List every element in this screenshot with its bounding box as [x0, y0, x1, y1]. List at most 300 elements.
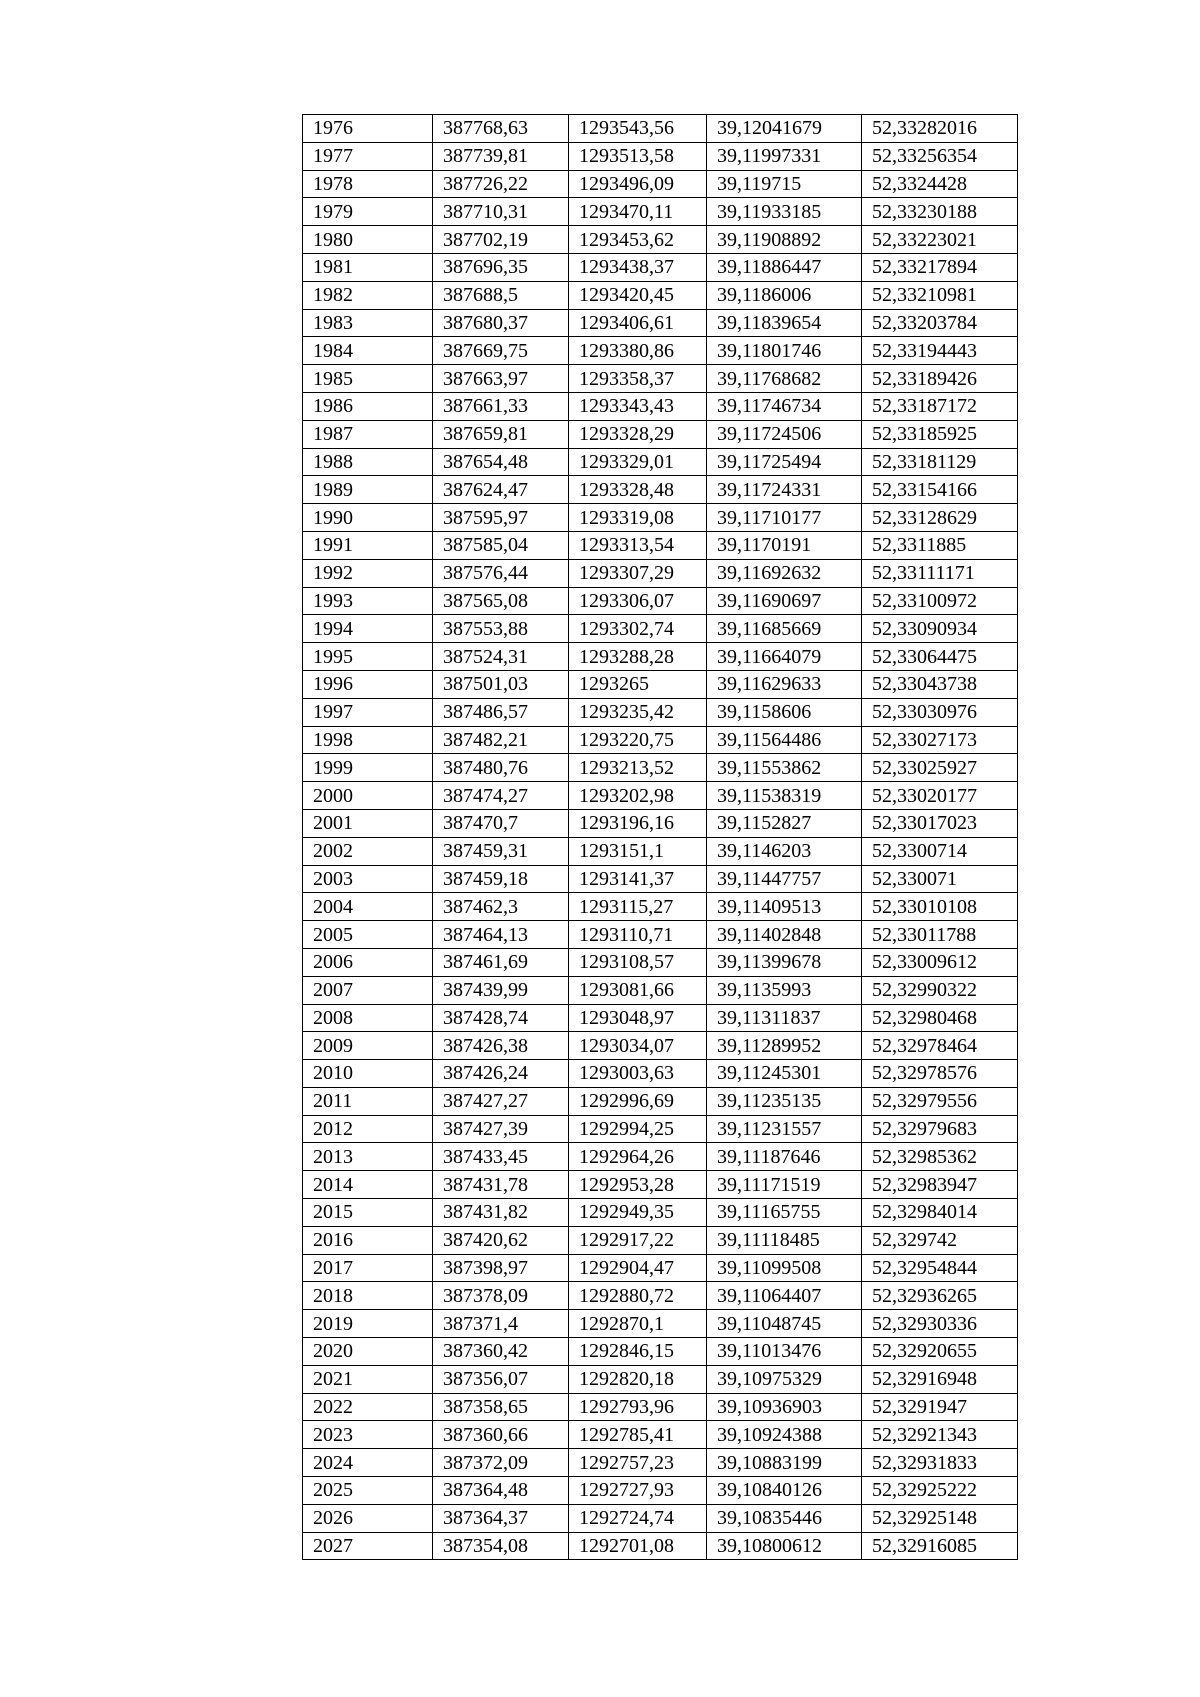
point-number-cell: 1982 [303, 281, 433, 309]
x-coordinate-cell: 387524,31 [433, 643, 569, 671]
table-row [303, 559, 1018, 587]
longitude-cell: 52,32990322 [862, 976, 1018, 1004]
y-coordinate-cell: 1292793,96 [569, 1393, 707, 1421]
x-coordinate-cell: 387501,03 [433, 670, 569, 698]
table-row [303, 587, 1018, 615]
y-coordinate-cell: 1293329,01 [569, 448, 707, 476]
y-coordinate-cell: 1293470,11 [569, 198, 707, 226]
longitude-cell: 52,32916085 [862, 1532, 1018, 1560]
x-coordinate-cell: 387726,22 [433, 170, 569, 198]
table-row [303, 253, 1018, 281]
longitude-cell: 52,32979683 [862, 1115, 1018, 1143]
x-coordinate-cell: 387428,74 [433, 1004, 569, 1032]
table-row [303, 142, 1018, 170]
point-number-cell: 2012 [303, 1115, 433, 1143]
point-number-cell: 1994 [303, 615, 433, 643]
point-number-cell: 2004 [303, 893, 433, 921]
point-number-cell: 2014 [303, 1171, 433, 1199]
longitude-cell: 52,32921343 [862, 1421, 1018, 1449]
latitude-cell: 39,11801746 [707, 337, 862, 365]
longitude-cell: 52,32984014 [862, 1199, 1018, 1227]
y-coordinate-cell: 1293196,16 [569, 809, 707, 837]
latitude-cell: 39,11997331 [707, 142, 862, 170]
table-row [303, 1504, 1018, 1532]
y-coordinate-cell: 1292785,41 [569, 1421, 707, 1449]
table-row [303, 1338, 1018, 1366]
table-row [303, 1060, 1018, 1088]
latitude-cell: 39,11538319 [707, 782, 862, 810]
y-coordinate-cell: 1293319,08 [569, 504, 707, 532]
x-coordinate-cell: 387663,97 [433, 365, 569, 393]
x-coordinate-cell: 387739,81 [433, 142, 569, 170]
latitude-cell: 39,11409513 [707, 893, 862, 921]
point-number-cell: 1989 [303, 476, 433, 504]
point-number-cell: 2027 [303, 1532, 433, 1560]
point-number-cell: 2002 [303, 837, 433, 865]
latitude-cell: 39,10800612 [707, 1532, 862, 1560]
latitude-cell: 39,11692632 [707, 559, 862, 587]
point-number-cell: 2021 [303, 1365, 433, 1393]
y-coordinate-cell: 1292964,26 [569, 1143, 707, 1171]
point-number-cell: 2001 [303, 809, 433, 837]
longitude-cell: 52,32980468 [862, 1004, 1018, 1032]
latitude-cell: 39,11664079 [707, 643, 862, 671]
longitude-cell: 52,32936265 [862, 1282, 1018, 1310]
latitude-cell: 39,11118485 [707, 1226, 862, 1254]
latitude-cell: 39,11629633 [707, 670, 862, 698]
x-coordinate-cell: 387364,37 [433, 1504, 569, 1532]
x-coordinate-cell: 387470,7 [433, 809, 569, 837]
longitude-cell: 52,32931833 [862, 1449, 1018, 1477]
latitude-cell: 39,10883199 [707, 1449, 862, 1477]
table-row [303, 615, 1018, 643]
latitude-cell: 39,11289952 [707, 1032, 862, 1060]
latitude-cell: 39,11447757 [707, 865, 862, 893]
longitude-cell: 52,33181129 [862, 448, 1018, 476]
x-coordinate-cell: 387565,08 [433, 587, 569, 615]
y-coordinate-cell: 1293380,86 [569, 337, 707, 365]
longitude-cell: 52,33256354 [862, 142, 1018, 170]
latitude-cell: 39,11886447 [707, 253, 862, 281]
y-coordinate-cell: 1292870,1 [569, 1310, 707, 1338]
latitude-cell: 39,11724331 [707, 476, 862, 504]
y-coordinate-cell: 1293151,1 [569, 837, 707, 865]
latitude-cell: 39,11553862 [707, 754, 862, 782]
point-number-cell: 1999 [303, 754, 433, 782]
x-coordinate-cell: 387461,69 [433, 948, 569, 976]
longitude-cell: 52,33185925 [862, 420, 1018, 448]
x-coordinate-cell: 387482,21 [433, 726, 569, 754]
x-coordinate-cell: 387431,82 [433, 1199, 569, 1227]
x-coordinate-cell: 387585,04 [433, 531, 569, 559]
latitude-cell: 39,11564486 [707, 726, 862, 754]
latitude-cell: 39,11165755 [707, 1199, 862, 1227]
latitude-cell: 39,119715 [707, 170, 862, 198]
longitude-cell: 52,329742 [862, 1226, 1018, 1254]
latitude-cell: 39,1152827 [707, 809, 862, 837]
table-row [303, 1365, 1018, 1393]
y-coordinate-cell: 1292949,35 [569, 1199, 707, 1227]
point-number-cell: 2023 [303, 1421, 433, 1449]
x-coordinate-cell: 387480,76 [433, 754, 569, 782]
y-coordinate-cell: 1293081,66 [569, 976, 707, 1004]
point-number-cell: 2015 [303, 1199, 433, 1227]
point-number-cell: 2000 [303, 782, 433, 810]
table-row [303, 1477, 1018, 1505]
longitude-cell: 52,33009612 [862, 948, 1018, 976]
y-coordinate-cell: 1293496,09 [569, 170, 707, 198]
longitude-cell: 52,33189426 [862, 365, 1018, 393]
y-coordinate-cell: 1293265 [569, 670, 707, 698]
longitude-cell: 52,32978576 [862, 1060, 1018, 1088]
y-coordinate-cell: 1292724,74 [569, 1504, 707, 1532]
table-row [303, 198, 1018, 226]
latitude-cell: 39,11690697 [707, 587, 862, 615]
point-number-cell: 2006 [303, 948, 433, 976]
point-number-cell: 2005 [303, 921, 433, 949]
latitude-cell: 39,11171519 [707, 1171, 862, 1199]
table-row [303, 170, 1018, 198]
point-number-cell: 2020 [303, 1338, 433, 1366]
y-coordinate-cell: 1292727,93 [569, 1477, 707, 1505]
latitude-cell: 39,11187646 [707, 1143, 862, 1171]
latitude-cell: 39,11710177 [707, 504, 862, 532]
latitude-cell: 39,11685669 [707, 615, 862, 643]
latitude-cell: 39,11064407 [707, 1282, 862, 1310]
x-coordinate-cell: 387358,65 [433, 1393, 569, 1421]
y-coordinate-cell: 1293048,97 [569, 1004, 707, 1032]
point-number-cell: 1993 [303, 587, 433, 615]
y-coordinate-cell: 1293288,28 [569, 643, 707, 671]
longitude-cell: 52,33100972 [862, 587, 1018, 615]
longitude-cell: 52,33025927 [862, 754, 1018, 782]
x-coordinate-cell: 387372,09 [433, 1449, 569, 1477]
x-coordinate-cell: 387364,48 [433, 1477, 569, 1505]
point-number-cell: 2011 [303, 1087, 433, 1115]
x-coordinate-cell: 387553,88 [433, 615, 569, 643]
y-coordinate-cell: 1292904,47 [569, 1254, 707, 1282]
y-coordinate-cell: 1292953,28 [569, 1171, 707, 1199]
x-coordinate-cell: 387702,19 [433, 226, 569, 254]
table-row [303, 309, 1018, 337]
point-number-cell: 1977 [303, 142, 433, 170]
latitude-cell: 39,10975329 [707, 1365, 862, 1393]
point-number-cell: 2026 [303, 1504, 433, 1532]
x-coordinate-cell: 387431,78 [433, 1171, 569, 1199]
point-number-cell: 2017 [303, 1254, 433, 1282]
point-number-cell: 2022 [303, 1393, 433, 1421]
table-row [303, 281, 1018, 309]
x-coordinate-cell: 387659,81 [433, 420, 569, 448]
point-number-cell: 2024 [303, 1449, 433, 1477]
table-row [303, 1171, 1018, 1199]
longitude-cell: 52,32925222 [862, 1477, 1018, 1505]
longitude-cell: 52,33223021 [862, 226, 1018, 254]
y-coordinate-cell: 1293202,98 [569, 782, 707, 810]
longitude-cell: 52,32916948 [862, 1365, 1018, 1393]
point-number-cell: 1984 [303, 337, 433, 365]
table-row [303, 448, 1018, 476]
table-row [303, 504, 1018, 532]
table-row [303, 392, 1018, 420]
longitude-cell: 52,33011788 [862, 921, 1018, 949]
x-coordinate-cell: 387427,27 [433, 1087, 569, 1115]
point-number-cell: 1998 [303, 726, 433, 754]
longitude-cell: 52,32954844 [862, 1254, 1018, 1282]
longitude-cell: 52,32925148 [862, 1504, 1018, 1532]
latitude-cell: 39,11746734 [707, 392, 862, 420]
table-row [303, 1032, 1018, 1060]
latitude-cell: 39,11725494 [707, 448, 862, 476]
x-coordinate-cell: 387696,35 [433, 253, 569, 281]
y-coordinate-cell: 1293313,54 [569, 531, 707, 559]
x-coordinate-cell: 387474,27 [433, 782, 569, 810]
longitude-cell: 52,3300714 [862, 837, 1018, 865]
table-row [303, 420, 1018, 448]
y-coordinate-cell: 1293235,42 [569, 698, 707, 726]
table-row [303, 531, 1018, 559]
latitude-cell: 39,11013476 [707, 1338, 862, 1366]
x-coordinate-cell: 387426,38 [433, 1032, 569, 1060]
table-row [303, 837, 1018, 865]
point-number-cell: 2010 [303, 1060, 433, 1088]
y-coordinate-cell: 1293302,74 [569, 615, 707, 643]
table-row [303, 1421, 1018, 1449]
latitude-cell: 39,10840126 [707, 1477, 862, 1505]
point-number-cell: 1980 [303, 226, 433, 254]
longitude-cell: 52,33064475 [862, 643, 1018, 671]
latitude-cell: 39,11768682 [707, 365, 862, 393]
point-number-cell: 2016 [303, 1226, 433, 1254]
y-coordinate-cell: 1292846,15 [569, 1338, 707, 1366]
latitude-cell: 39,1158606 [707, 698, 862, 726]
y-coordinate-cell: 1293108,57 [569, 948, 707, 976]
y-coordinate-cell: 1293141,37 [569, 865, 707, 893]
x-coordinate-cell: 387710,31 [433, 198, 569, 226]
table-row [303, 754, 1018, 782]
latitude-cell: 39,11235135 [707, 1087, 862, 1115]
table-row [303, 698, 1018, 726]
longitude-cell: 52,33111171 [862, 559, 1018, 587]
longitude-cell: 52,33030976 [862, 698, 1018, 726]
table-row [303, 1532, 1018, 1560]
x-coordinate-cell: 387360,42 [433, 1338, 569, 1366]
y-coordinate-cell: 1293343,43 [569, 392, 707, 420]
x-coordinate-cell: 387420,62 [433, 1226, 569, 1254]
table-row [303, 115, 1018, 143]
longitude-cell: 52,32979556 [862, 1087, 1018, 1115]
table-row [303, 1199, 1018, 1227]
longitude-cell: 52,33282016 [862, 115, 1018, 143]
latitude-cell: 39,11231557 [707, 1115, 862, 1143]
table-row [303, 782, 1018, 810]
point-number-cell: 1987 [303, 420, 433, 448]
x-coordinate-cell: 387768,63 [433, 115, 569, 143]
latitude-cell: 39,11839654 [707, 309, 862, 337]
x-coordinate-cell: 387439,99 [433, 976, 569, 1004]
longitude-cell: 52,33020177 [862, 782, 1018, 810]
x-coordinate-cell: 387371,4 [433, 1310, 569, 1338]
point-number-cell: 1983 [303, 309, 433, 337]
point-number-cell: 1996 [303, 670, 433, 698]
point-number-cell: 1986 [303, 392, 433, 420]
longitude-cell: 52,330071 [862, 865, 1018, 893]
x-coordinate-cell: 387360,66 [433, 1421, 569, 1449]
y-coordinate-cell: 1292880,72 [569, 1282, 707, 1310]
longitude-cell: 52,3291947 [862, 1393, 1018, 1421]
table-row [303, 643, 1018, 671]
table-row [303, 809, 1018, 837]
longitude-cell: 52,33017023 [862, 809, 1018, 837]
point-number-cell: 1976 [303, 115, 433, 143]
x-coordinate-cell: 387669,75 [433, 337, 569, 365]
longitude-cell: 52,33027173 [862, 726, 1018, 754]
table-row [303, 976, 1018, 1004]
longitude-cell: 52,33187172 [862, 392, 1018, 420]
longitude-cell: 52,32930336 [862, 1310, 1018, 1338]
x-coordinate-cell: 387576,44 [433, 559, 569, 587]
x-coordinate-cell: 387398,97 [433, 1254, 569, 1282]
table-row [303, 1226, 1018, 1254]
y-coordinate-cell: 1293220,75 [569, 726, 707, 754]
table-row [303, 1254, 1018, 1282]
longitude-cell: 52,33043738 [862, 670, 1018, 698]
table-row [303, 1393, 1018, 1421]
y-coordinate-cell: 1293420,45 [569, 281, 707, 309]
table-row [303, 921, 1018, 949]
point-number-cell: 2003 [303, 865, 433, 893]
longitude-cell: 52,32985362 [862, 1143, 1018, 1171]
latitude-cell: 39,1146203 [707, 837, 862, 865]
x-coordinate-cell: 387433,45 [433, 1143, 569, 1171]
longitude-cell: 52,32978464 [862, 1032, 1018, 1060]
latitude-cell: 39,10835446 [707, 1504, 862, 1532]
point-number-cell: 1985 [303, 365, 433, 393]
table-row [303, 670, 1018, 698]
table-row [303, 365, 1018, 393]
y-coordinate-cell: 1293034,07 [569, 1032, 707, 1060]
y-coordinate-cell: 1293328,29 [569, 420, 707, 448]
x-coordinate-cell: 387680,37 [433, 309, 569, 337]
x-coordinate-cell: 387356,07 [433, 1365, 569, 1393]
x-coordinate-cell: 387464,13 [433, 921, 569, 949]
x-coordinate-cell: 387624,47 [433, 476, 569, 504]
longitude-cell: 52,33090934 [862, 615, 1018, 643]
x-coordinate-cell: 387688,5 [433, 281, 569, 309]
x-coordinate-cell: 387354,08 [433, 1532, 569, 1560]
point-number-cell: 1979 [303, 198, 433, 226]
latitude-cell: 39,11402848 [707, 921, 862, 949]
y-coordinate-cell: 1292757,23 [569, 1449, 707, 1477]
table-body [303, 115, 1018, 1560]
latitude-cell: 39,11399678 [707, 948, 862, 976]
longitude-cell: 52,32983947 [862, 1171, 1018, 1199]
latitude-cell: 39,11245301 [707, 1060, 862, 1088]
point-number-cell: 1990 [303, 504, 433, 532]
x-coordinate-cell: 387486,57 [433, 698, 569, 726]
table-row [303, 948, 1018, 976]
table-row [303, 1087, 1018, 1115]
x-coordinate-cell: 387595,97 [433, 504, 569, 532]
latitude-cell: 39,1170191 [707, 531, 862, 559]
latitude-cell: 39,11724506 [707, 420, 862, 448]
latitude-cell: 39,11099508 [707, 1254, 862, 1282]
point-number-cell: 1995 [303, 643, 433, 671]
latitude-cell: 39,1186006 [707, 281, 862, 309]
longitude-cell: 52,33128629 [862, 504, 1018, 532]
x-coordinate-cell: 387462,3 [433, 893, 569, 921]
point-number-cell: 2009 [303, 1032, 433, 1060]
point-number-cell: 2008 [303, 1004, 433, 1032]
x-coordinate-cell: 387459,31 [433, 837, 569, 865]
table-row [303, 1310, 1018, 1338]
latitude-cell: 39,11048745 [707, 1310, 862, 1338]
table-row [303, 1143, 1018, 1171]
longitude-cell: 52,33154166 [862, 476, 1018, 504]
x-coordinate-cell: 387654,48 [433, 448, 569, 476]
longitude-cell: 52,33210981 [862, 281, 1018, 309]
y-coordinate-cell: 1292996,69 [569, 1087, 707, 1115]
y-coordinate-cell: 1293328,48 [569, 476, 707, 504]
longitude-cell: 52,3324428 [862, 170, 1018, 198]
y-coordinate-cell: 1293513,58 [569, 142, 707, 170]
latitude-cell: 39,11908892 [707, 226, 862, 254]
table-row [303, 476, 1018, 504]
table-row [303, 226, 1018, 254]
y-coordinate-cell: 1293213,52 [569, 754, 707, 782]
table-row [303, 893, 1018, 921]
x-coordinate-cell: 387459,18 [433, 865, 569, 893]
table-row [303, 1449, 1018, 1477]
y-coordinate-cell: 1292994,25 [569, 1115, 707, 1143]
longitude-cell: 52,33217894 [862, 253, 1018, 281]
y-coordinate-cell: 1293453,62 [569, 226, 707, 254]
point-number-cell: 1988 [303, 448, 433, 476]
y-coordinate-cell: 1293003,63 [569, 1060, 707, 1088]
y-coordinate-cell: 1293543,56 [569, 115, 707, 143]
table-row [303, 1004, 1018, 1032]
table-row [303, 337, 1018, 365]
point-number-cell: 2007 [303, 976, 433, 1004]
point-number-cell: 1981 [303, 253, 433, 281]
y-coordinate-cell: 1293358,37 [569, 365, 707, 393]
latitude-cell: 39,11933185 [707, 198, 862, 226]
point-number-cell: 2013 [303, 1143, 433, 1171]
table-row [303, 865, 1018, 893]
latitude-cell: 39,10936903 [707, 1393, 862, 1421]
point-number-cell: 2018 [303, 1282, 433, 1310]
point-number-cell: 1997 [303, 698, 433, 726]
y-coordinate-cell: 1293115,27 [569, 893, 707, 921]
table-row [303, 726, 1018, 754]
longitude-cell: 52,33194443 [862, 337, 1018, 365]
y-coordinate-cell: 1293307,29 [569, 559, 707, 587]
x-coordinate-cell: 387378,09 [433, 1282, 569, 1310]
y-coordinate-cell: 1293110,71 [569, 921, 707, 949]
longitude-cell: 52,33010108 [862, 893, 1018, 921]
y-coordinate-cell: 1293306,07 [569, 587, 707, 615]
longitude-cell: 52,32920655 [862, 1338, 1018, 1366]
y-coordinate-cell: 1292701,08 [569, 1532, 707, 1560]
latitude-cell: 39,12041679 [707, 115, 862, 143]
table-row [303, 1115, 1018, 1143]
latitude-cell: 39,11311837 [707, 1004, 862, 1032]
y-coordinate-cell: 1292820,18 [569, 1365, 707, 1393]
y-coordinate-cell: 1292917,22 [569, 1226, 707, 1254]
point-number-cell: 2025 [303, 1477, 433, 1505]
point-number-cell: 2019 [303, 1310, 433, 1338]
latitude-cell: 39,10924388 [707, 1421, 862, 1449]
